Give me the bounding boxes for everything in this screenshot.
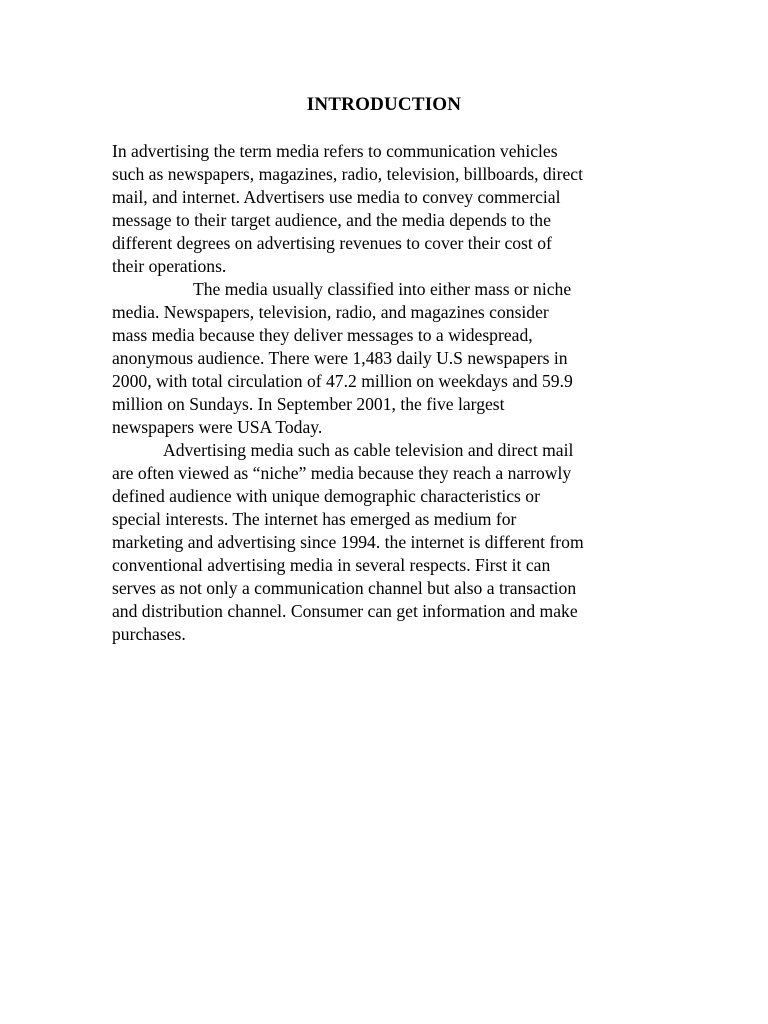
paragraph-line: mail, and internet. Advertisers use media to convey commercial bbox=[112, 187, 561, 207]
paragraph-line: special interests. The internet has emerged as medium for bbox=[112, 509, 517, 529]
paragraph-line: purchases. bbox=[112, 624, 186, 644]
paragraph-line: defined audience with unique demographic characteristics or bbox=[112, 486, 540, 506]
document-body bbox=[112, 140, 672, 646]
paragraph-line: different degrees on advertising revenues to cover their cost of bbox=[112, 233, 552, 253]
page-title: INTRODUCTION bbox=[306, 94, 462, 115]
paragraph-line: are often viewed as “niche” media because they reach a narrowly bbox=[112, 463, 572, 483]
paragraph-2 bbox=[112, 278, 672, 439]
paragraph-line: serves as not only a communication channel but also a transaction bbox=[112, 578, 577, 598]
paragraph-line: media. Newspapers, television, radio, and magazines consider bbox=[112, 302, 549, 322]
paragraph-line: newspapers were USA Today. bbox=[112, 417, 323, 437]
paragraph-line: million on Sundays. In September 2001, the five largest bbox=[112, 394, 505, 414]
paragraph-3 bbox=[112, 439, 672, 646]
paragraph-line: 2000, with total circulation of 47.2 million on weekdays and 59.9 bbox=[112, 371, 573, 391]
paragraph-line: message to their target audience, and the media depends to the bbox=[112, 210, 551, 230]
paragraph-line: conventional advertising media in several respects. First it can bbox=[112, 555, 551, 575]
paragraph-1 bbox=[112, 140, 672, 278]
paragraph-line: In advertising the term media refers to communication vehicles bbox=[112, 141, 558, 161]
paragraph-line: anonymous audience. There were 1,483 daily U.S newspapers in bbox=[112, 348, 568, 368]
paragraph-line: Advertising media such as cable television and direct mail bbox=[163, 440, 574, 460]
paragraph-line: such as newspapers, magazines, radio, television, billboards, direct bbox=[112, 164, 583, 184]
paragraph-line: and distribution channel. Consumer can get information and make bbox=[112, 601, 578, 621]
paragraph-line: mass media because they deliver messages to a widespread, bbox=[112, 325, 533, 345]
paragraph-line: marketing and advertising since 1994. the internet is different from bbox=[112, 532, 584, 552]
paragraph-line: The media usually classified into either mass or niche bbox=[193, 279, 572, 299]
paragraph-line: their operations. bbox=[112, 256, 227, 276]
